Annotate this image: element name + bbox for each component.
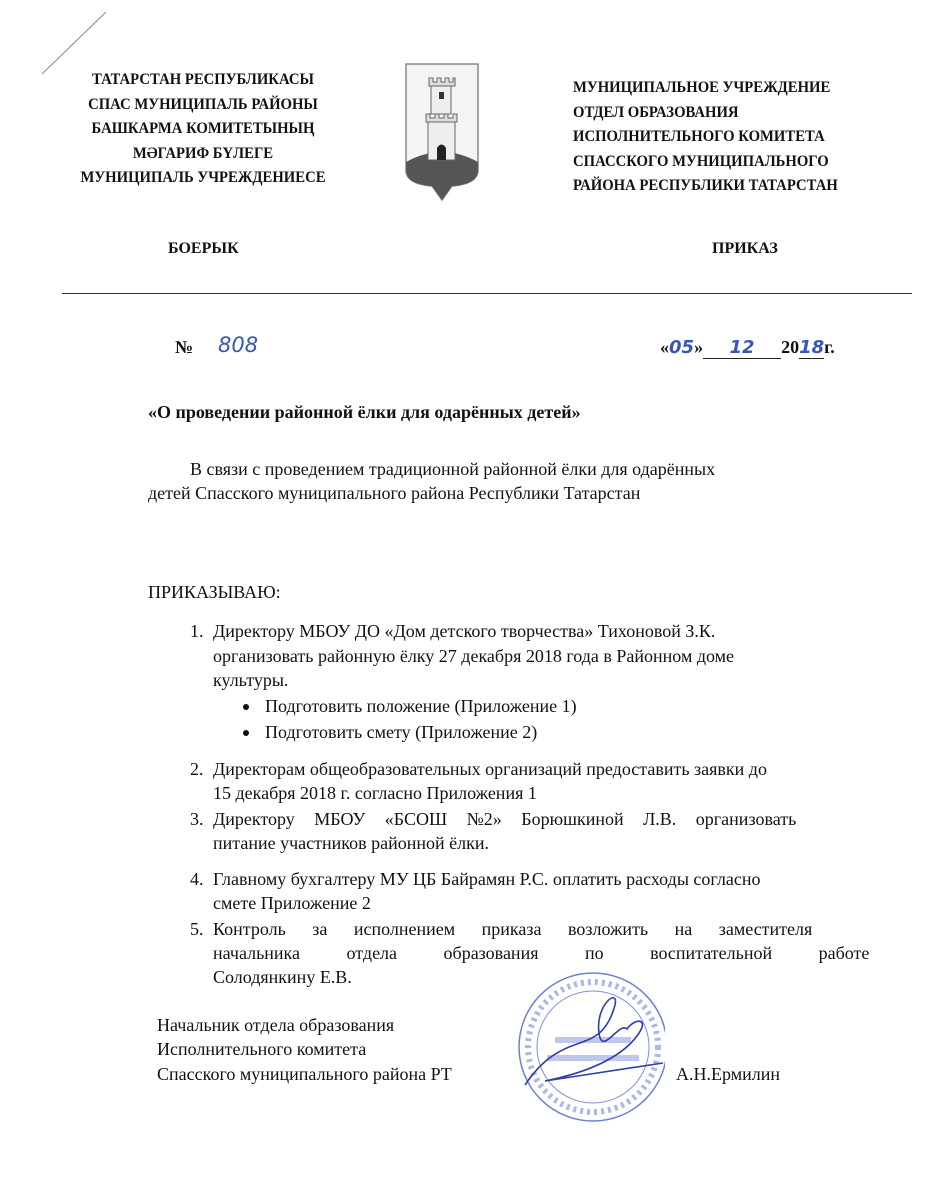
date-quote: «: [660, 337, 669, 357]
order-number: 808: [218, 333, 259, 357]
bullet-icon: [243, 730, 249, 736]
doc-type-russian: ПРИКАЗ: [712, 240, 778, 257]
header-left-line: СПАС МУНИЦИПАЛЬ РАЙОНЫ: [88, 95, 318, 113]
header-left-line: МУНИЦИПАЛЬ УЧРЕЖДЕНИЕСЕ: [80, 169, 326, 186]
date-year-end: г.: [824, 337, 835, 357]
list-item-line: питание участников районной ёлки.: [213, 833, 489, 853]
header-right-line: СПАССКОГО МУНИЦИПАЛЬНОГО: [573, 152, 829, 170]
header-left: [33, 68, 373, 191]
list-number: 4.: [190, 869, 204, 889]
signatory-title: Спасского муниципального района РТ: [157, 1064, 452, 1084]
list-item-line: Директору МБОУ «БСОШ №2» Борюшкиной Л.В. организовать: [213, 809, 797, 829]
list-item-line: смете Приложение 2: [213, 893, 371, 913]
date-quote: »: [694, 337, 704, 357]
list-item-line: Главному бухгалтеру МУ ЦБ Байрамян Р.С. оплатить расходы согласно: [213, 869, 761, 889]
list-item-line: Солодянкину Е.В.: [213, 967, 352, 987]
list-item-line: 15 декабря 2018 г. согласно Приложения 1: [213, 783, 537, 803]
list-number: 3.: [190, 809, 204, 829]
date-day: 05: [669, 337, 695, 358]
list-number: 5.: [190, 919, 204, 939]
order-date: [660, 337, 835, 359]
order-number-label: №: [175, 337, 194, 357]
signatory-title: Исполнительного комитета: [157, 1039, 367, 1059]
preamble-line: детей Спасского муниципального района Республики Татарстан: [148, 483, 641, 503]
official-stamp: [515, 965, 665, 1135]
list-item-line: организовать районную ёлку 27 декабря 2018 года в Районном доме: [213, 646, 735, 666]
signatory-title: Начальник отдела образования: [157, 1015, 395, 1035]
header-right: [573, 76, 838, 199]
list-item-line: Директору МБОУ ДО «Дом детского творчества» Тихоновой З.К.: [213, 621, 716, 641]
list-item-line: Контроль за исполнением приказа возложить на заместителя: [213, 919, 813, 939]
order-title: «О проведении районной ёлки для одарённых детей»: [148, 402, 581, 422]
bullet-item: Подготовить положение (Приложение 1): [265, 696, 577, 716]
preamble-line: В связи с проведением традиционной районной ёлки для одарённых: [190, 459, 716, 479]
bullet-icon: [243, 704, 249, 710]
header-right-line: ОТДЕЛ ОБРАЗОВАНИЯ: [573, 103, 739, 121]
header-right-line: МУНИЦИПАЛЬНОЕ УЧРЕЖДЕНИЕ: [573, 79, 831, 96]
command-heading: ПРИКАЗЫВАЮ:: [148, 582, 281, 602]
list-item-line: начальника отдела образования по воспитательной работе: [213, 943, 870, 963]
doc-type-tatar: БОЕРЫК: [168, 240, 239, 257]
header-right-line: РАЙОНА РЕСПУБЛИКИ ТАТАРСТАН: [573, 177, 838, 194]
list-number: 1.: [190, 621, 204, 641]
list-item-line: Директорам общеобразовательных организаций предоставить заявки до: [213, 759, 767, 779]
date-month: 12: [703, 337, 781, 359]
header-right-line: ИСПОЛНИТЕЛЬНОГО КОМИТЕТА: [573, 128, 825, 145]
signatory-name: А.Н.Ермилин: [676, 1064, 780, 1084]
list-item-line: культуры.: [213, 670, 289, 690]
coat-of-arms-icon: [402, 62, 482, 202]
list-number: 2.: [190, 759, 204, 779]
bullet-item: Подготовить смету (Приложение 2): [265, 722, 538, 742]
header-divider: [62, 293, 912, 294]
header-left-line: МӘГАРИФ БҮЛЕГЕ: [132, 144, 274, 162]
header-left-line: ТАТАРСТАН РЕСПУБЛИКАСЫ: [92, 71, 314, 88]
header-left-line: БАШКАРМА КОМИТЕТЫНЫҢ: [91, 120, 315, 137]
date-year-suffix: 18: [799, 337, 825, 358]
date-year-prefix: 20: [781, 337, 800, 357]
